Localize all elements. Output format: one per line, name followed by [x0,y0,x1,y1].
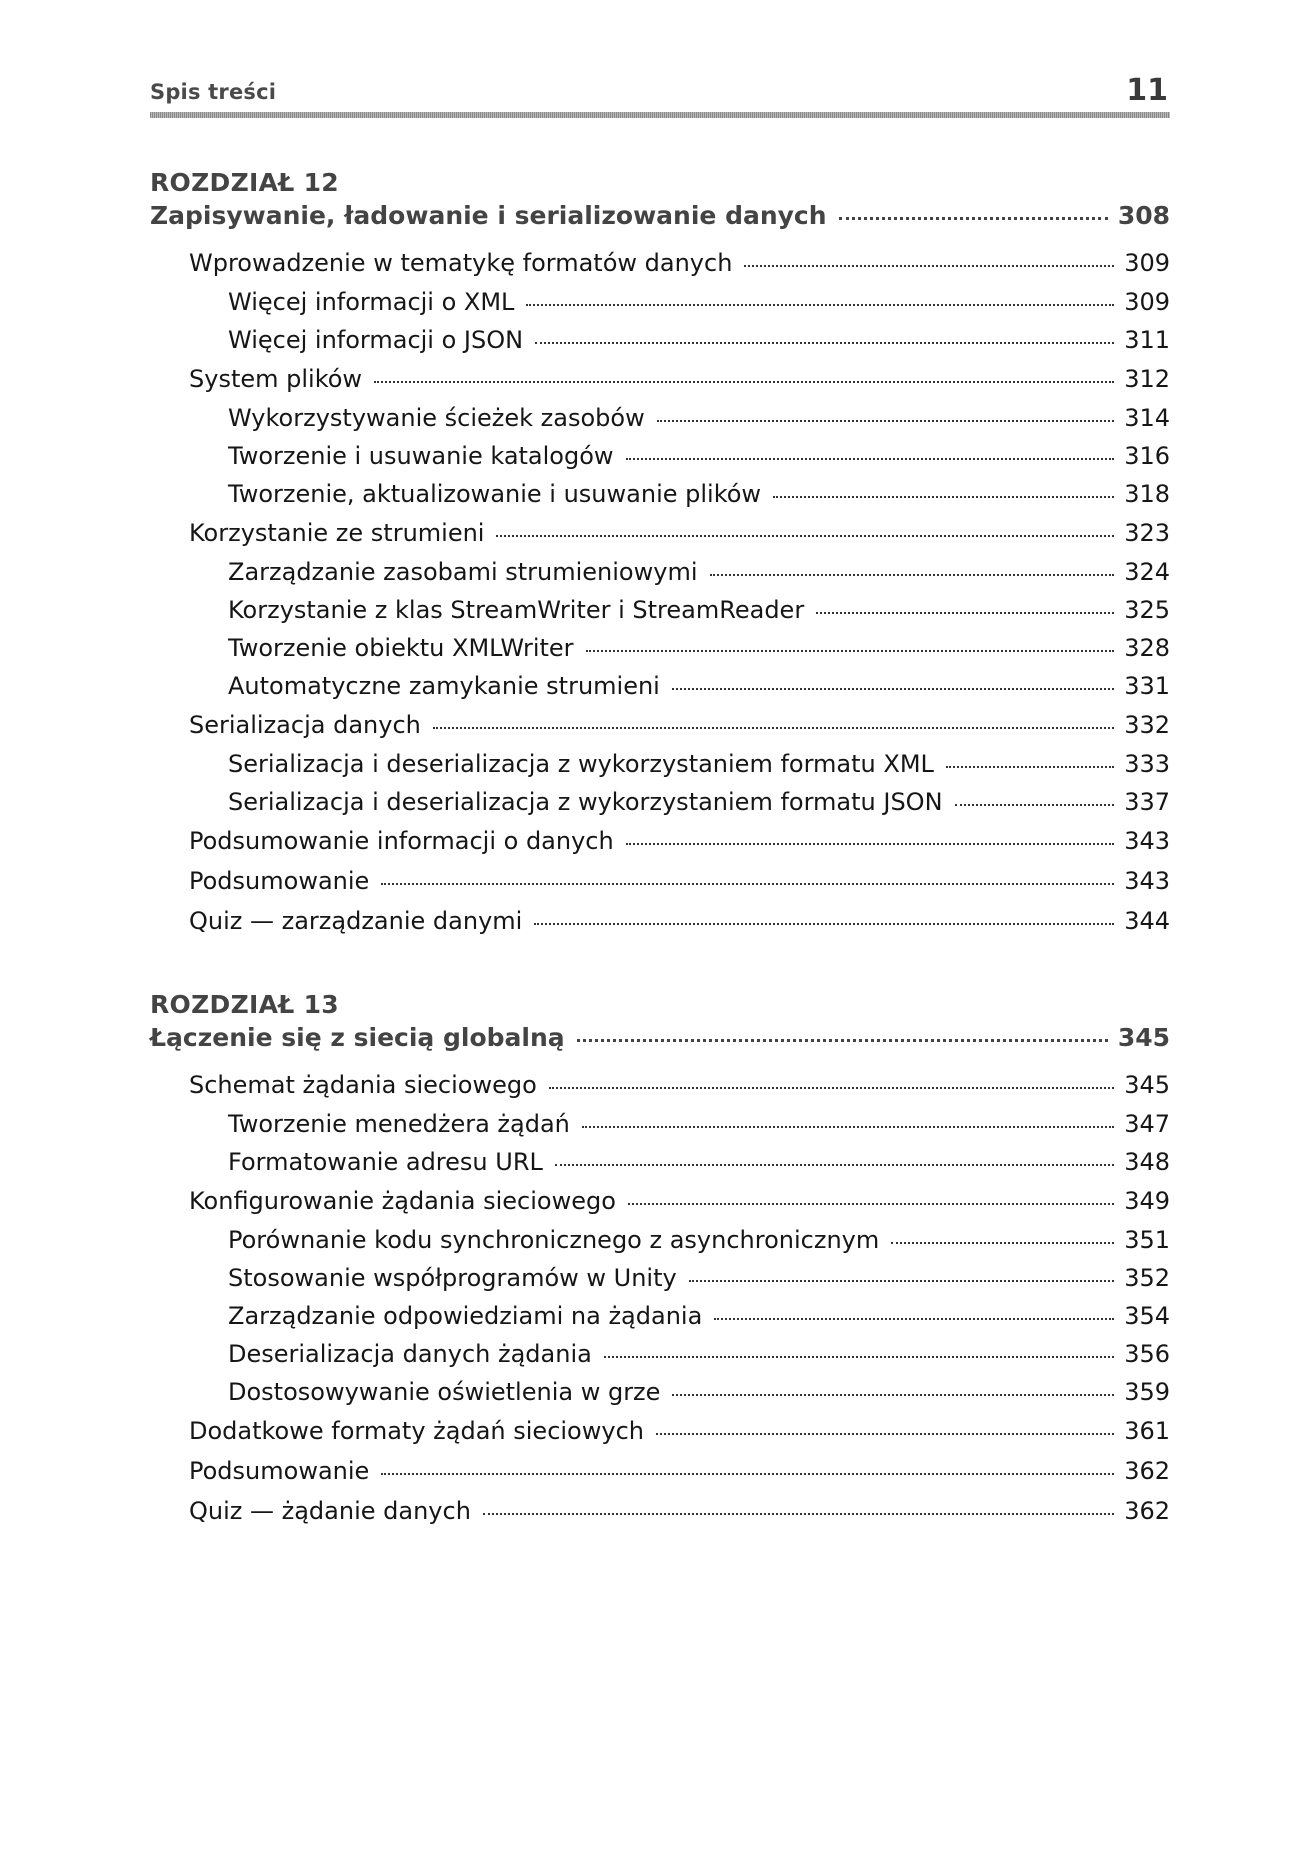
entry-page-number: 333 [1124,750,1170,778]
entry-page-number: 356 [1124,1340,1170,1368]
entry-page-number: 344 [1124,907,1170,935]
entry-title: Wprowadzenie w tematykę formatów danych [189,249,733,277]
dot-leader [816,612,1114,614]
entry-title: Formatowanie adresu URL [228,1148,543,1176]
entry-title: Podsumowanie [189,1457,370,1485]
entry-page-number: 323 [1124,519,1170,547]
dot-leader [526,304,1114,306]
entry-title: Automatyczne zamykanie strumieni [228,672,660,700]
chapter-page-number: 308 [1117,201,1170,230]
dot-leader [773,496,1114,498]
dot-leader [582,1126,1114,1128]
dot-leader [656,1433,1114,1435]
entry-page-number: 354 [1124,1302,1170,1330]
dot-leader [672,1394,1114,1396]
dot-leader [549,1087,1114,1089]
toc-subsection-entry[interactable] [150,667,1170,705]
entry-page-number: 361 [1124,1417,1170,1445]
entry-title: Zarządzanie odpowiedziami na żądania [228,1302,703,1330]
entry-page-number: 349 [1124,1187,1170,1215]
running-header-title: Spis treści [150,80,277,104]
entry-page-number: 345 [1124,1071,1170,1099]
entry-title: Więcej informacji o JSON [228,326,524,354]
toc-section-entry[interactable] [150,1451,1170,1491]
header-rule [150,112,1170,118]
toc-subsection-entry[interactable] [150,591,1170,629]
chapter-section [150,987,1170,1531]
entry-page-number: 316 [1124,442,1170,470]
entry-title: Dostosowywanie oświetlenia w grze [228,1378,661,1406]
chapter-title-entry[interactable] [150,201,1170,243]
toc-section-entry[interactable] [150,1491,1170,1531]
chapter-title: Zapisywanie, ładowanie i serializowanie danych [150,201,827,230]
dot-leader [657,420,1114,422]
entry-title: Więcej informacji o XML [228,288,515,316]
entry-page-number: 325 [1124,596,1170,624]
toc-subsection-entry[interactable] [150,745,1170,783]
entry-title: System plików [189,365,363,393]
toc-subsection-entry[interactable] [150,437,1170,475]
toc-subsection-entry[interactable] [150,1259,1170,1297]
entry-title: Serializacja i deserializacja z wykorzystaniem formatu XML [228,750,934,778]
chapter-label: ROZDZIAŁ 13 [150,990,340,1019]
entry-title: Tworzenie i usuwanie katalogów [228,442,614,470]
toc-subsection-entry[interactable] [150,783,1170,821]
entry-page-number: 362 [1124,1497,1170,1525]
dot-leader [626,843,1114,845]
entry-title: Porównanie kodu synchronicznego z asynchronicznym [228,1226,880,1254]
entry-page-number: 343 [1124,827,1170,855]
chapter-section [150,165,1170,941]
entry-page-number: 331 [1124,672,1170,700]
dot-leader [433,727,1114,729]
chapter-title-entry[interactable] [150,1023,1170,1065]
toc-subsection-entry[interactable] [150,1143,1170,1181]
entry-title: Dodatkowe formaty żądań sieciowych [189,1417,644,1445]
dot-leader [628,1203,1114,1205]
entry-title: Serializacja i deserializacja z wykorzystaniem formatu JSON [228,788,943,816]
dot-leader [714,1318,1114,1320]
dot-leader [577,1039,1108,1042]
chapter-page-number: 345 [1117,1023,1170,1052]
entry-page-number: 351 [1124,1226,1170,1254]
toc-section-entry[interactable] [150,1181,1170,1221]
entry-page-number: 337 [1124,788,1170,816]
entry-title: Schemat żądania sieciowego [189,1071,537,1099]
entry-page-number: 347 [1124,1110,1170,1138]
entry-page-number: 343 [1124,867,1170,895]
dot-leader [955,804,1115,806]
toc-section-entry[interactable] [150,513,1170,553]
entry-page-number: 309 [1124,288,1170,316]
dot-leader [381,1473,1114,1475]
dot-leader [555,1164,1114,1166]
entry-page-number: 332 [1124,711,1170,739]
dot-leader [946,766,1114,768]
dot-leader [672,688,1114,690]
entry-page-number: 314 [1124,404,1170,432]
toc-section-entry[interactable] [150,1065,1170,1105]
toc-subsection-entry[interactable] [150,1335,1170,1373]
table-of-contents [150,165,1170,1577]
entry-title: Podsumowanie [189,867,370,895]
entry-page-number: 352 [1124,1264,1170,1292]
entry-page-number: 359 [1124,1378,1170,1406]
toc-section-entry[interactable] [150,821,1170,861]
toc-subsection-entry[interactable] [150,283,1170,321]
dot-leader [586,650,1115,652]
dot-leader [744,265,1114,267]
page-number: 11 [1126,73,1168,108]
entry-page-number: 318 [1124,480,1170,508]
dot-leader [689,1280,1114,1282]
dot-leader [381,883,1114,885]
dot-leader [483,1513,1114,1515]
entry-page-number: 312 [1124,365,1170,393]
entry-title: Konfigurowanie żądania sieciowego [189,1187,616,1215]
toc-subsection-entry[interactable] [150,1297,1170,1335]
entry-title: Tworzenie obiektu XMLWriter [228,634,574,662]
toc-section-entry[interactable] [150,861,1170,901]
dot-leader [534,923,1114,925]
entry-title: Podsumowanie informacji o danych [189,827,614,855]
toc-section-entry[interactable] [150,901,1170,941]
entry-title: Wykorzystywanie ścieżek zasobów [228,404,645,432]
entry-title: Tworzenie menedżera żądań [228,1110,570,1138]
dot-leader [626,458,1115,460]
entry-page-number: 328 [1124,634,1170,662]
entry-title: Quiz — żądanie danych [189,1497,471,1525]
entry-title: Korzystanie z klas StreamWriter i StreamReader [228,596,805,624]
toc-subsection-entry[interactable] [150,1105,1170,1143]
chapter-title: Łączenie się z siecią globalną [150,1023,565,1052]
entry-title: Serializacja danych [189,711,421,739]
entry-title: Quiz — zarządzanie danymi [189,907,523,935]
entry-title: Zarządzanie zasobami strumieniowymi [228,558,698,586]
toc-subsection-entry[interactable] [150,1373,1170,1411]
toc-subsection-entry[interactable] [150,321,1170,359]
dot-leader [496,535,1114,537]
dot-leader [839,217,1108,220]
entry-page-number: 362 [1124,1457,1170,1485]
entry-page-number: 348 [1124,1148,1170,1176]
dot-leader [604,1356,1114,1358]
toc-subsection-entry[interactable] [150,1221,1170,1259]
entry-page-number: 324 [1124,558,1170,586]
entry-page-number: 311 [1124,326,1170,354]
dot-leader [891,1242,1114,1244]
toc-subsection-entry[interactable] [150,399,1170,437]
entry-title: Deserializacja danych żądania [228,1340,592,1368]
toc-section-entry[interactable] [150,359,1170,399]
dot-leader [535,342,1114,344]
dot-leader [710,574,1115,576]
entry-title: Stosowanie współprogramów w Unity [228,1264,677,1292]
toc-subsection-entry[interactable] [150,553,1170,591]
entry-title: Tworzenie, aktualizowanie i usuwanie plików [228,480,762,508]
toc-subsection-entry[interactable] [150,475,1170,513]
entry-title: Korzystanie ze strumieni [189,519,485,547]
toc-section-entry[interactable] [150,705,1170,745]
dot-leader [374,381,1114,383]
toc-subsection-entry[interactable] [150,629,1170,667]
toc-section-entry[interactable] [150,1411,1170,1451]
chapter-label: ROZDZIAŁ 12 [150,168,340,197]
entry-page-number: 309 [1124,249,1170,277]
toc-section-entry[interactable] [150,243,1170,283]
page-header [150,70,1170,118]
